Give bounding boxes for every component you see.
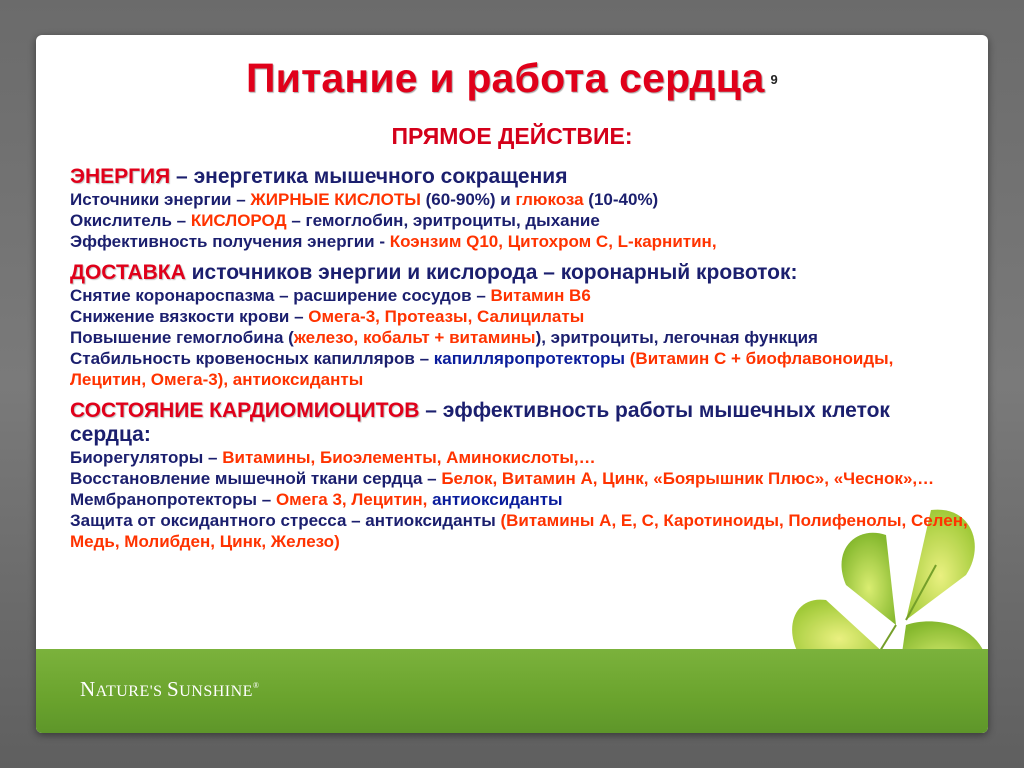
energy-line-oxidizer: Окислитель – КИСЛОРОД – гемоглобин, эритроциты, дыхание <box>70 211 600 230</box>
cardio-line-restoration: Восстановление мышечной ткани сердца – Белок, Витамин А, Цинк, «Боярышник Плюс», «Чеснок»,… <box>70 469 935 488</box>
delivery-line-spasm: Снятие коронароспазма – расширение сосудов – Витамин В6 <box>70 286 591 305</box>
delivery-line-hemoglobin: Повышение гемоглобина (железо, кобальт + витамины), эритроциты, легочная функция <box>70 328 818 347</box>
energy-line-sources: Источники энергии – ЖИРНЫЕ КИСЛОТЫ (60-90%) и глюкоза (10-40%) <box>70 190 659 209</box>
cardio-line-oxidative: Защита от оксидантного стресса – антиоксиданты (Витамины А, Е, С, Каротиноиды, Полифенолы, Селен, Медь, Молибден, Цинк, Железо) <box>70 511 968 551</box>
cardio-line-bioregulators: Биорегуляторы – Витамины, Биоэлементы, Аминокислоты,… <box>70 448 596 467</box>
delivery-line-capillaries: Стабильность кровеносных капилляров – капилляропротекторы (Витамин С + биофлавоноиды, Лецитин, Омега-3), антиоксиданты <box>70 349 894 389</box>
slide <box>36 35 988 733</box>
slide-subtitle: ПРЯМОЕ ДЕЙСТВИЕ: <box>391 123 633 149</box>
delivery-line-viscosity: Снижение вязкости крови – Омега-3, Протеазы, Салицилаты <box>70 307 585 326</box>
slide-title: Питание и работа сердца $^9$ <box>246 55 778 101</box>
delivery-heading: ДОСТАВКА источников энергии и кислорода – коронарный кровоток: <box>70 261 798 284</box>
cardio-line-membrane: Мембранопротекторы – Омега 3, Лецитин, антиоксиданты <box>70 490 563 509</box>
slide-content <box>70 165 970 552</box>
cardio-heading: СОСТОЯНИЕ КАРДИОМИОЦИТОВ – эффективность работы мышечных клеток сердца: <box>70 399 890 446</box>
energy-line-efficiency: Эффективность получения энергии - Коэнзим Q10, Цитохром С, L-карнитин, <box>70 232 717 251</box>
energy-heading: ЭНЕРГИЯ – энергетика мышечного сокращения <box>70 165 568 188</box>
page-number: 9 <box>770 72 778 87</box>
natures-sunshine-logo: NATURE'S SUNSHINE® <box>80 677 260 701</box>
